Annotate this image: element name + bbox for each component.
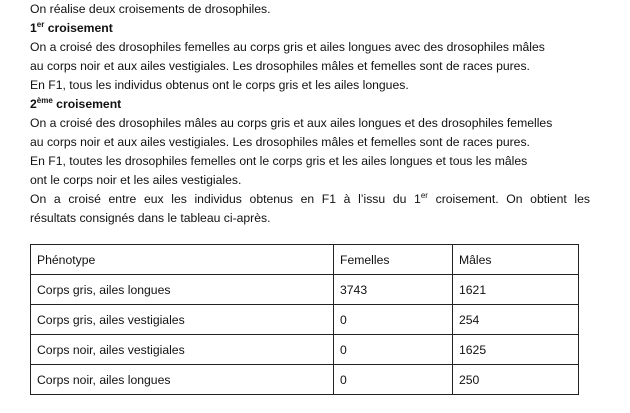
document-body: [30, 0, 590, 228]
table-row: [31, 275, 579, 305]
table-row: [31, 305, 579, 335]
cross1-superscript: er: [36, 19, 45, 29]
final-text-after: croisement. On obtient les: [427, 192, 590, 206]
table-cell: 250: [453, 365, 579, 395]
table-cell: 0: [334, 305, 453, 335]
cross2-line: On a croisé des drosophiles mâles au corps gris et aux ailes longues et des drosophiles femelles: [30, 116, 553, 130]
table-cell: 0: [334, 365, 453, 395]
cross1-title: croisement: [44, 21, 113, 35]
cross1-line: au corps noir et aux ailes vestigiales. Les drosophiles mâles et femelles sont de races pures.: [30, 59, 530, 73]
table-row: [31, 365, 579, 395]
table-cell: 0: [334, 335, 453, 365]
intro-text: On réalise deux croisements de drosophiles.: [30, 2, 271, 16]
cross1-line: On a croisé des drosophiles femelles au corps gris et ailes longues avec des drosophiles mâles: [30, 40, 545, 54]
cross2-line: au corps noir et aux ailes vestigiales. Les drosophiles mâles et femelles sont de races pures.: [30, 135, 530, 149]
cross2-line: ont le corps noir et les ailes vestigiales.: [30, 173, 242, 187]
final-paragraph-line1: [30, 190, 590, 209]
header-cell-phenotype: Phénotype: [31, 245, 334, 275]
table-cell: 254: [453, 305, 579, 335]
table-cell: 3743: [334, 275, 453, 305]
cross1-heading: [30, 19, 590, 38]
final-text-before: On a croisé entre eux les individus obtenus en F1 à l’issu du 1: [30, 192, 421, 206]
cross2-heading: [30, 95, 590, 114]
table-cell: Corps gris, ailes vestigiales: [31, 305, 334, 335]
cross2-number: 2: [30, 97, 37, 111]
cross1-number: 1: [30, 21, 37, 35]
final-paragraph-line2: résultats consignés dans le tableau ci-après.: [30, 211, 271, 225]
table-row: [31, 335, 579, 365]
header-cell-males: Mâles: [453, 245, 579, 275]
table-cell: Corps noir, ailes longues: [31, 365, 334, 395]
header-cell-femelles: Femelles: [334, 245, 453, 275]
table-cell: 1625: [453, 335, 579, 365]
cross1-line: En F1, tous les individus obtenus ont le corps gris et les ailes longues.: [30, 78, 409, 92]
cross2-line: En F1, toutes les drosophiles femelles ont le corps gris et les ailes longues et tous les mâles: [30, 154, 528, 168]
results-table: [30, 244, 579, 395]
table-cell: Corps noir, ailes vestigiales: [31, 335, 334, 365]
table-cell: Corps gris, ailes longues: [31, 275, 334, 305]
table-header-row: [31, 245, 579, 275]
final-superscript: er: [420, 190, 428, 200]
cross2-title: croisement: [52, 97, 122, 111]
table-cell: 1621: [453, 275, 579, 305]
cross2-superscript: ème: [36, 95, 53, 105]
